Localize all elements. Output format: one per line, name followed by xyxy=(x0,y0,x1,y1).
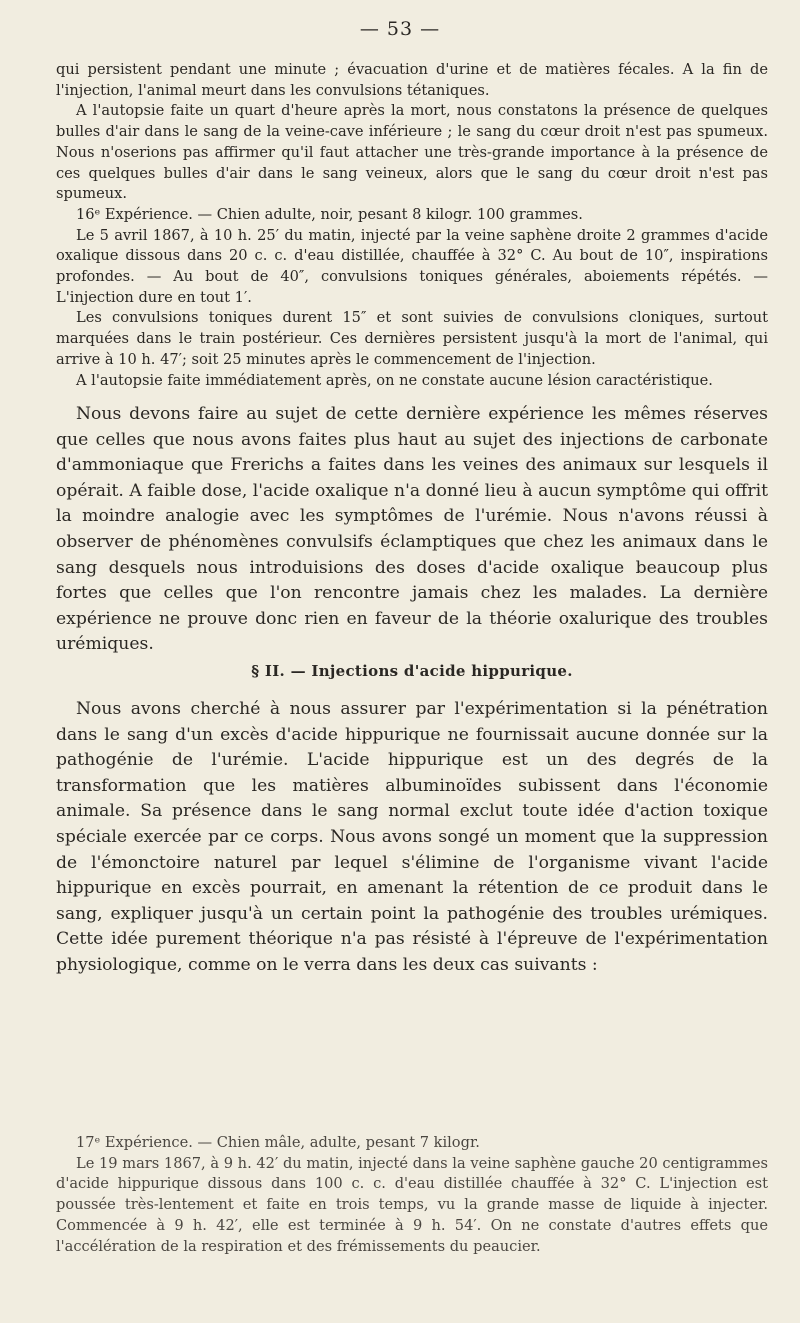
section-heading-text: § II. — Injections d'acide hippurique. xyxy=(251,662,573,680)
top-text-block xyxy=(56,60,768,391)
commentary-paragraph: Nous devons faire au sujet de cette dernière expérience les mêmes réserves que celles que nous avons faites plus haut au sujet des injections de carbonate d'ammoniaque que Frerichs a faites dans les veines des animaux sur lesquels il opérait. A faible dose, l'acide oxalique n'a donné lieu à aucun symptôme qui offrit la moindre analogie avec les symptômes de l'urémie. Nous n'avons réussi à observer de phénomènes convulsifs éclamptiques que chez les animaux dans le sang desquels nous introduisions des doses d'acide oxalique beaucoup plus fortes que celles que l'on rencontre jamais chez les malades. La dernière expérience ne prouve donc rien en faveur de la théorie oxalurique des troubles urémiques. xyxy=(56,404,768,655)
experiment-17-heading: 17ᵉ Expérience. — Chien mâle, adulte, pesant 7 kilogr. xyxy=(76,1134,480,1151)
paragraph-autopsy-1: A l'autopsie faite un quart d'heure après la mort, nous constatons la présence de quelques bulles d'air dans le sang de la veine-cave inférieure ; le sang du cœur droit n'est pas spumeux. Nous n'oserions pas affirmer qu'il faut attacher une très-grande importance à la présence de ces quelques bulles d'air dans le sang veineux, alors que le sang du cœur droit n'est pas spumeux. xyxy=(56,102,768,203)
page-number: — 53 — xyxy=(359,18,441,40)
section-paragraph: Nous avons cherché à nous assurer par l'expérimentation si la pénétration dans le sang d'un excès d'acide hippurique ne fournissait aucune donnée sur la pathogénie de l'urémie. L'acide hippurique est un des degrés de la transformation que les matières albuminoïdes subissent dans l'économie animale. Sa présence dans le sang normal exclut toute idée d'action toxique spéciale exercée par ce corps. Nous avons songé un moment que la suppression de l'émonctoire naturel par lequel s'élimine de l'organisme vivant l'acide hippurique en excès pourrait, en amenant la rétention de ce produit dans le sang, expliquer jusqu'à un certain point la pathogénie des troubles urémiques. Cette idée purement théorique n'a pas résisté à l'épreuve de l'expérimentation physiologique, comme on le verra dans les deux cas suivants : xyxy=(56,699,768,975)
section-heading xyxy=(56,662,768,680)
experiment-16-heading: 16ᵉ Expérience. — Chien adulte, noir, pesant 8 kilogr. 100 grammes. xyxy=(76,205,583,223)
bottom-text-block xyxy=(56,1133,768,1257)
paragraph-continuation: qui persistent pendant une minute ; évacuation d'urine et de matières fécales. A la fin de l'injection, l'animal meurt dans les convulsions tétaniques. xyxy=(56,61,768,99)
experiment-16-autopsy: A l'autopsie faite immédiatement après, on ne constate aucune lésion caractéristique. xyxy=(76,371,713,389)
experiment-16-injection: Le 5 avril 1867, à 10 h. 25′ du matin, injecté par la veine saphène droite 2 grammes d'acide oxalique dissous dans 20 c. c. d'eau distillée, chauffée à 32° C. Au bout de 10″, inspirations profondes. — Au bout de 40″, convulsions toniques générales, aboiements répétés. — L'injection dure en tout 1′. xyxy=(56,226,768,306)
experiment-17-injection: Le 19 mars 1867, à 9 h. 42′ du matin, injecté dans la veine saphène gauche 20 centigrammes d'acide hippurique dissous dans 100 c. c. d'eau distillée chauffée à 32° C. L'injection est poussée très-lentement et faite en trois temps, vu la grande masse de liquide à injecter. Commencée à 9 h. 42′, elle est terminée à 9 h. 54′. On ne constate d'autres effets que l'accélération de la respiration et des frémissements du peaucier. xyxy=(56,1154,768,1255)
section-block xyxy=(56,697,768,979)
experiment-16-convulsions: Les convulsions toniques durent 15″ et sont suivies de convulsions cloniques, surtout marquées dans le train postérieur. Ces dernières persistent jusqu'à la mort de l'animal, qui arrive à 10 h. 47′; soit 25 minutes après le commencement de l'injection. xyxy=(56,309,768,368)
commentary-block xyxy=(56,402,768,658)
